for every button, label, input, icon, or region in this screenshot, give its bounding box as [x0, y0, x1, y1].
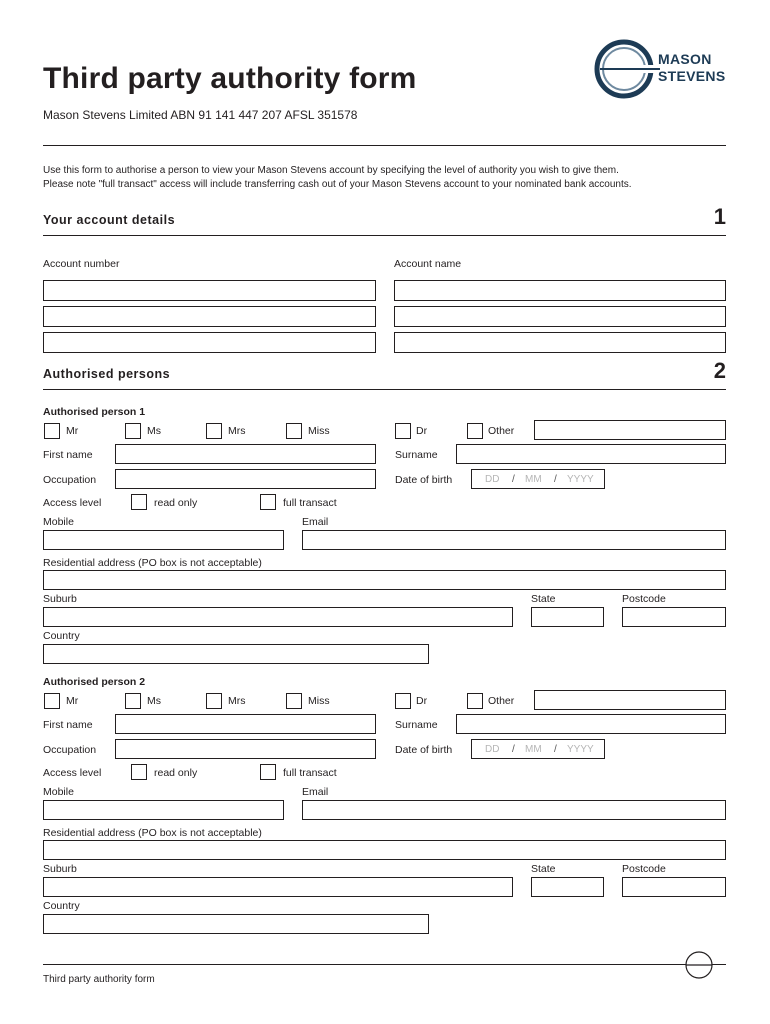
surname-label: Surname — [395, 719, 438, 731]
full-transact-checkbox[interactable] — [260, 764, 276, 780]
occupation-field[interactable] — [115, 739, 376, 759]
email-label: Email — [302, 786, 329, 798]
title-miss-checkbox[interactable] — [286, 693, 302, 709]
dob-mm-placeholder: MM — [525, 474, 542, 485]
first-name-field[interactable] — [115, 444, 376, 464]
title-mr-label: Mr — [66, 695, 79, 707]
state-field[interactable] — [531, 607, 604, 627]
footer-divider — [43, 964, 726, 965]
read-only-checkbox[interactable] — [131, 494, 147, 510]
title-mr-label: Mr — [66, 425, 79, 437]
account-name-field-3[interactable] — [394, 332, 726, 353]
country-label: Country — [43, 900, 80, 912]
surname-label: Surname — [395, 449, 438, 461]
section-2-title: Authorised persons — [43, 367, 171, 381]
access-level-label: Access level — [43, 497, 102, 509]
read-only-label: read only — [154, 497, 198, 509]
title-miss-checkbox[interactable] — [286, 423, 302, 439]
dob-separator: / — [512, 744, 515, 755]
section-1-number: 1 — [713, 204, 726, 229]
account-name-field-2[interactable] — [394, 306, 726, 327]
title-miss-label: Miss — [308, 695, 330, 707]
mobile-label: Mobile — [43, 516, 74, 528]
account-number-field-1[interactable] — [43, 280, 376, 301]
title-other-field[interactable] — [534, 690, 726, 710]
account-number-field-3[interactable] — [43, 332, 376, 353]
dob-label: Date of birth — [395, 744, 453, 756]
logo-text-stevens: STEVENS — [658, 68, 726, 84]
surname-field[interactable] — [456, 444, 726, 464]
read-only-checkbox[interactable] — [131, 764, 147, 780]
intro-text — [43, 164, 733, 192]
section-2-divider — [43, 389, 726, 390]
postcode-field[interactable] — [622, 607, 726, 627]
mobile-field[interactable] — [43, 530, 284, 550]
residential-address-label: Residential address (PO box is not acceptable) — [43, 557, 262, 569]
title-ms-label: Ms — [147, 695, 161, 707]
suburb-label: Suburb — [43, 593, 77, 605]
country-label: Country — [43, 630, 80, 642]
title-miss-label: Miss — [308, 425, 330, 437]
dob-separator: / — [554, 474, 557, 485]
residential-address-field[interactable] — [43, 570, 726, 590]
header-divider — [43, 145, 726, 146]
intro-line-2: Please note "full transact" access will include transferring cash out of your Mason Stevens account to your nominated bank accounts. — [43, 179, 632, 190]
title-ms-label: Ms — [147, 425, 161, 437]
section-2-number: 2 — [713, 358, 726, 383]
dob-separator: / — [512, 474, 515, 485]
email-field[interactable] — [302, 800, 726, 820]
residential-address-field[interactable] — [43, 840, 726, 860]
intro-line-1: Use this form to authorise a person to view your Mason Stevens account by specifying the level of authority you wish to give them. — [43, 165, 619, 176]
email-field[interactable] — [302, 530, 726, 550]
title-dr-label: Dr — [416, 695, 428, 707]
suburb-field[interactable] — [43, 607, 513, 627]
title-mrs-checkbox[interactable] — [206, 423, 222, 439]
company-details: Mason Stevens Limited ABN 91 141 447 207 AFSL 351578 — [43, 108, 358, 122]
occupation-field[interactable] — [115, 469, 376, 489]
first-name-label: First name — [43, 719, 93, 731]
email-label: Email — [302, 516, 329, 528]
suburb-field[interactable] — [43, 877, 513, 897]
person-heading: Authorised person 2 — [43, 676, 146, 688]
logo-text-mason: MASON — [658, 51, 712, 67]
dob-dd-placeholder: DD — [485, 474, 500, 485]
read-only-label: read only — [154, 767, 198, 779]
surname-field[interactable] — [456, 714, 726, 734]
title-other-label: Other — [488, 695, 515, 707]
state-label: State — [531, 593, 556, 605]
title-mrs-label: Mrs — [228, 425, 246, 437]
first-name-field[interactable] — [115, 714, 376, 734]
title-dr-label: Dr — [416, 425, 428, 437]
person-heading: Authorised person 1 — [43, 406, 146, 418]
occupation-label: Occupation — [43, 744, 97, 756]
section-1-title: Your account details — [43, 213, 176, 227]
mason-stevens-logo — [590, 38, 730, 100]
logo-ring-icon — [590, 38, 660, 100]
title-other-checkbox[interactable] — [467, 423, 483, 439]
footer-text: Third party authority form — [43, 974, 155, 985]
title-mr-checkbox[interactable] — [44, 693, 60, 709]
dob-label: Date of birth — [395, 474, 453, 486]
dob-yyyy-placeholder: YYYY — [567, 744, 594, 755]
title-dr-checkbox[interactable] — [395, 423, 411, 439]
full-transact-label: full transact — [283, 497, 337, 509]
postcode-label: Postcode — [622, 593, 666, 605]
title-dr-checkbox[interactable] — [395, 693, 411, 709]
state-label: State — [531, 863, 556, 875]
title-mr-checkbox[interactable] — [44, 423, 60, 439]
page-marker-circle-icon — [684, 950, 714, 980]
title-other-label: Other — [488, 425, 515, 437]
dob-yyyy-placeholder: YYYY — [567, 474, 594, 485]
title-mrs-checkbox[interactable] — [206, 693, 222, 709]
residential-address-label: Residential address (PO box is not acceptable) — [43, 827, 262, 839]
account-name-label: Account name — [394, 258, 462, 270]
country-field[interactable] — [43, 644, 429, 664]
page-title: Third party authority form — [43, 62, 417, 95]
title-ms-checkbox[interactable] — [125, 423, 141, 439]
postcode-field[interactable] — [622, 877, 726, 897]
dob-mm-placeholder: MM — [525, 744, 542, 755]
dob-separator: / — [554, 744, 557, 755]
country-field[interactable] — [43, 914, 429, 934]
account-number-field-2[interactable] — [43, 306, 376, 327]
access-level-label: Access level — [43, 767, 102, 779]
state-field[interactable] — [531, 877, 604, 897]
full-transact-checkbox[interactable] — [260, 494, 276, 510]
section-1-divider — [43, 235, 726, 236]
account-name-field-1[interactable] — [394, 280, 726, 301]
title-other-checkbox[interactable] — [467, 693, 483, 709]
account-number-label: Account number — [43, 258, 120, 270]
dob-field[interactable] — [471, 469, 605, 489]
mobile-label: Mobile — [43, 786, 74, 798]
suburb-label: Suburb — [43, 863, 77, 875]
title-ms-checkbox[interactable] — [125, 693, 141, 709]
occupation-label: Occupation — [43, 474, 97, 486]
postcode-label: Postcode — [622, 863, 666, 875]
dob-dd-placeholder: DD — [485, 744, 500, 755]
title-other-field[interactable] — [534, 420, 726, 440]
title-mrs-label: Mrs — [228, 695, 246, 707]
dob-field[interactable] — [471, 739, 605, 759]
full-transact-label: full transact — [283, 767, 337, 779]
first-name-label: First name — [43, 449, 93, 461]
mobile-field[interactable] — [43, 800, 284, 820]
